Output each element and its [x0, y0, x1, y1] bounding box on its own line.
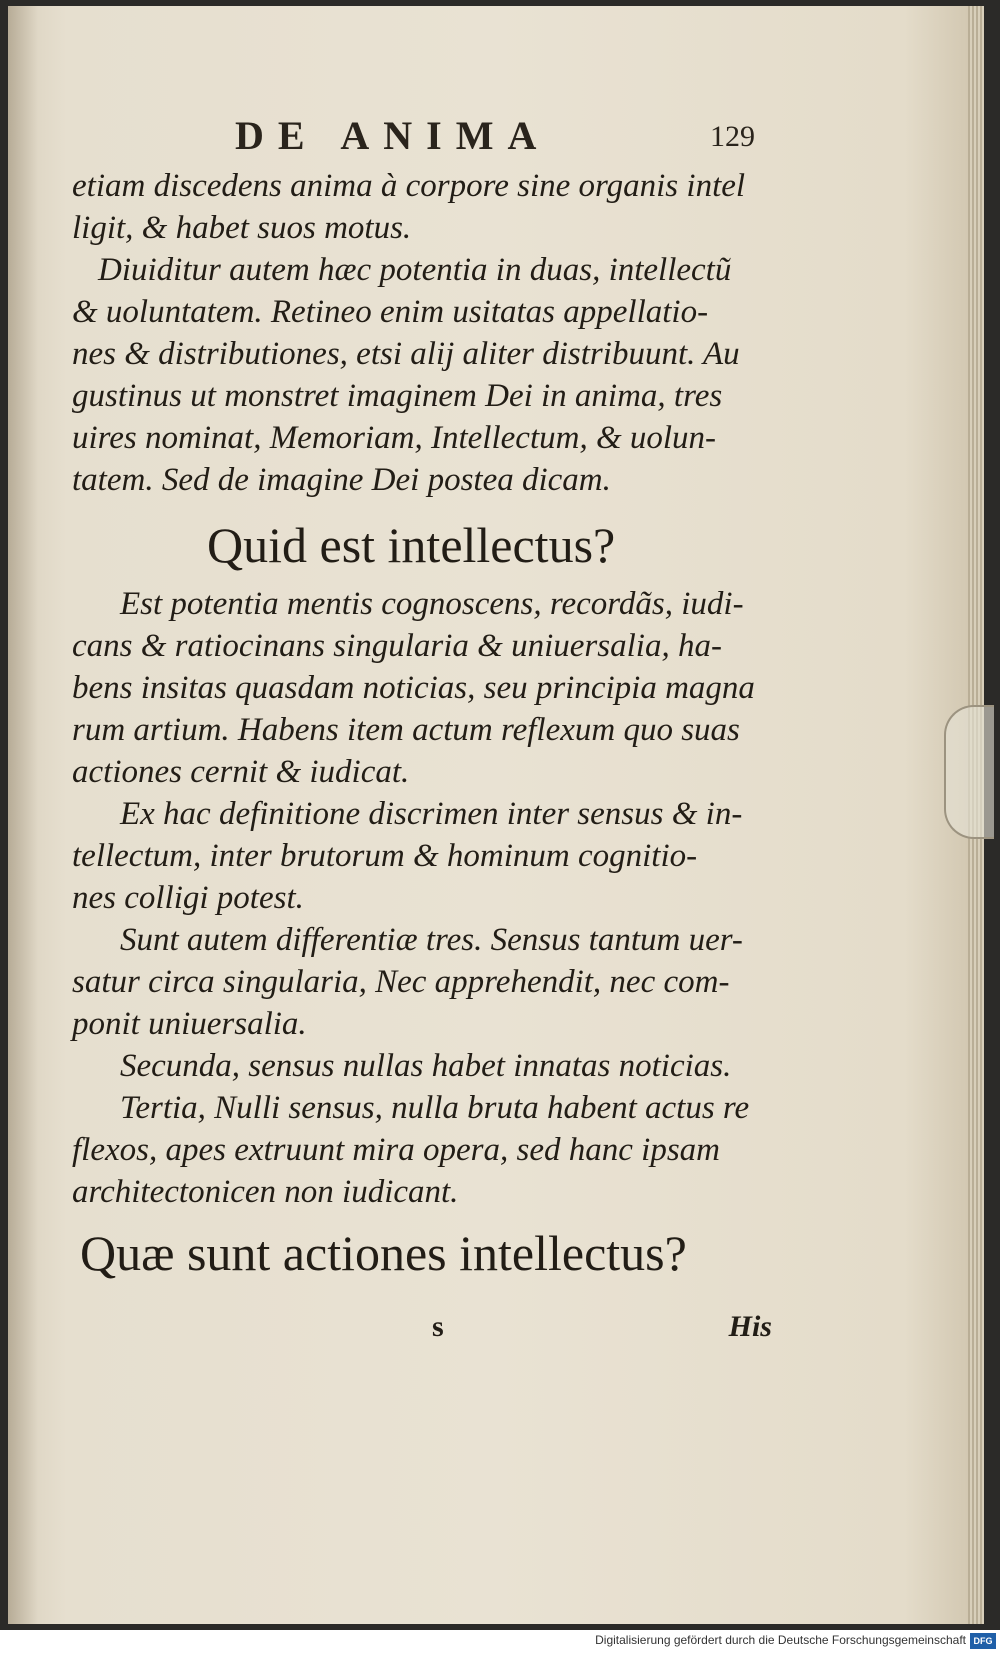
dfg-logo-icon: DFG [970, 1633, 996, 1649]
text-line: Ex hac definitione discrimen inter sensus & in- [120, 796, 743, 832]
credit-text: Digitalisierung gefördert durch die Deutsche Forschungsgemeinschaft [595, 1633, 966, 1647]
page-header [235, 112, 755, 162]
text-line: gustinus ut monstret imaginem Dei in anima, tres [72, 378, 723, 414]
digitization-credit-bar [0, 1630, 1000, 1654]
text-line: architectonicen non iudicant. [72, 1174, 459, 1210]
section-heading: Quid est intellectus? [207, 517, 616, 573]
text-line: flexos, apes extruunt mira opera, sed hanc ipsam [72, 1132, 720, 1168]
text-line: actiones cernit & iudicat. [72, 754, 410, 790]
text-line: uires nominat, Memoriam, Intellectum, & uolun- [72, 420, 717, 456]
signature-mark: s [432, 1310, 444, 1343]
paragraph [72, 1045, 772, 1087]
text-line: etiam discedens anima à corpore sine organis intel [72, 168, 746, 204]
text-line: Diuiditur autem hæc potentia in duas, intellectũ [98, 252, 732, 288]
section-heading: Quæ sunt actiones intellectus? [80, 1225, 687, 1281]
gutter-shadow [8, 6, 38, 1624]
paragraph [72, 249, 772, 501]
page-clip [944, 705, 994, 839]
text-line: cans & ratiocinans singularia & uniuersalia, ha- [72, 628, 722, 664]
paragraph [72, 1087, 772, 1213]
running-title: DE ANIMA [235, 113, 551, 158]
text-line: bens insitas quasdam noticias, seu principia magna [72, 670, 755, 706]
page-number: 129 [710, 120, 755, 153]
text-line: tatem. Sed de imagine Dei postea dicam. [72, 462, 611, 498]
catchword: His [728, 1310, 772, 1343]
text-line: rum artium. Habens item actum reflexum quo suas [72, 712, 740, 748]
text-line: ligit, & habet suos motus. [72, 210, 412, 246]
text-line: tellectum, inter brutorum & hominum cognitio- [72, 838, 698, 874]
text-line: Secunda, sensus nullas habet innatas noticias. [120, 1048, 732, 1084]
text-line: nes colligi potest. [72, 880, 304, 916]
paragraph [72, 165, 772, 249]
text-line: Sunt autem differentiæ tres. Sensus tantum uer- [120, 922, 743, 958]
text-line: satur circa singularia, Nec apprehendit, nec com- [72, 964, 730, 1000]
text-line: Est potentia mentis cognoscens, recordãs, iudi- [120, 586, 744, 622]
text-line: ponit uniuersalia. [72, 1006, 307, 1042]
text-line: Tertia, Nulli sensus, nulla bruta habent actus re [120, 1090, 750, 1126]
text-line: nes & distributiones, etsi alij aliter distribuunt. Au [72, 336, 740, 372]
paragraph [72, 793, 772, 919]
page-footer [72, 1310, 772, 1350]
body-text [72, 165, 772, 1287]
text-line: & uoluntatem. Retineo enim usitatas appellatio- [72, 294, 709, 330]
paragraph [72, 583, 772, 793]
paragraph [72, 919, 772, 1045]
